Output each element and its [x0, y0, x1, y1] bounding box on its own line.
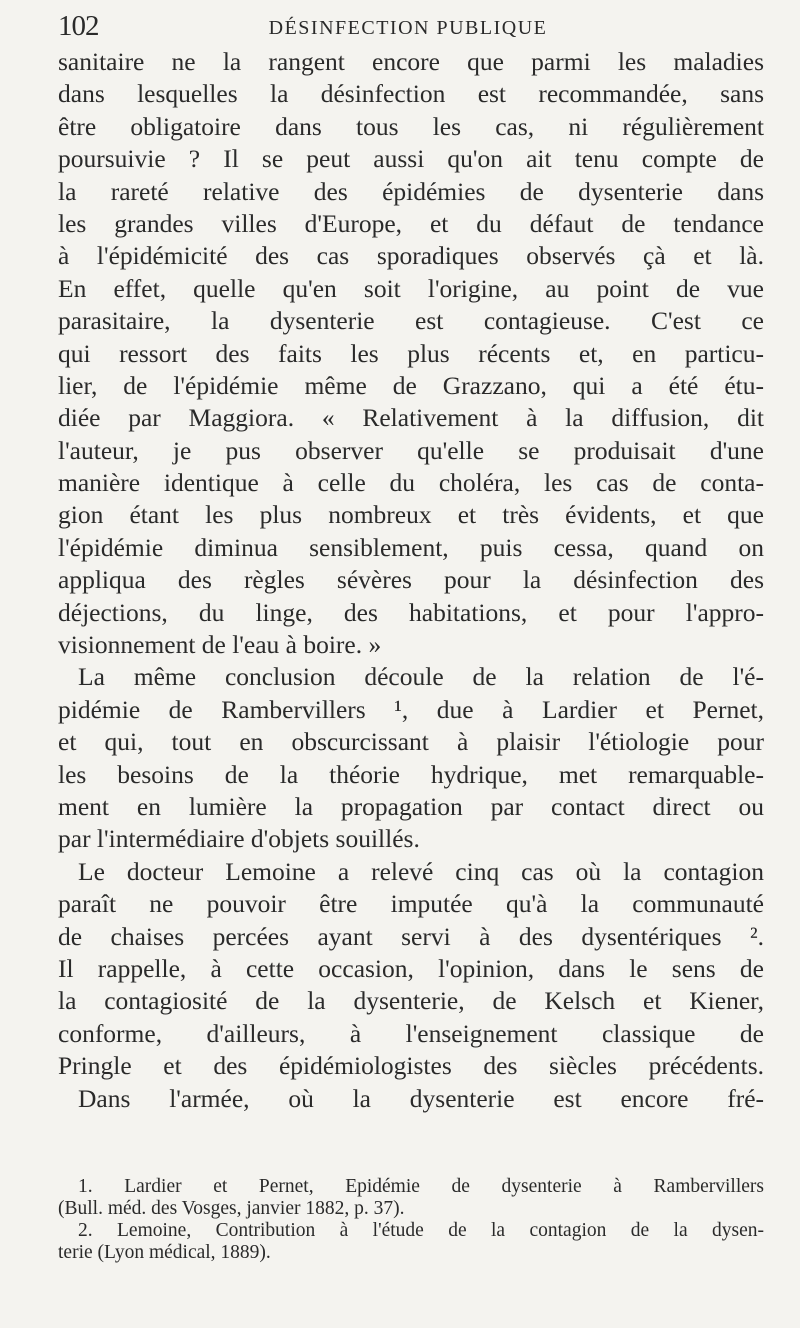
text-line: appliqua des règles sévères pour la désinfection des: [58, 565, 764, 595]
running-head: DÉSINFECTION PUBLIQUE: [268, 17, 548, 39]
text-line: les grandes villes d'Europe, et du défaut de tendance: [58, 208, 764, 238]
footnotes: [58, 1176, 764, 1264]
text-line: conforme, d'ailleurs, à l'enseignement classique de: [58, 1018, 764, 1048]
text-line: et qui, tout en obscurcissant à plaisir l'étiologie pour: [58, 727, 764, 757]
text-line: la contagiosité de la dysenterie, de Kelsch et Kiener,: [58, 986, 764, 1016]
text-line: La même conclusion découle de la relation de l'é-: [78, 662, 764, 692]
text-line: déjections, du linge, des habitations, et pour l'appro-: [58, 597, 764, 627]
text-line: à l'épidémicité des cas sporadiques observés çà et là.: [58, 241, 764, 271]
text-line: l'auteur, je pus observer qu'elle se produisait d'une: [58, 435, 764, 465]
text-line: ment en lumière la propagation par contact direct ou: [58, 791, 764, 821]
text-line: la rareté relative des épidémies de dysenterie dans: [58, 176, 764, 206]
page-number: 102: [58, 10, 99, 42]
text-line: les besoins de la théorie hydrique, met remarquable-: [58, 759, 764, 789]
text-line: de chaises percées ayant servi à des dysentériques ².: [58, 921, 764, 951]
text-line: par l'intermédiaire d'objets souillés.: [58, 824, 420, 854]
text-line: Le docteur Lemoine a relevé cinq cas où la contagion: [78, 856, 764, 886]
page-header: [58, 10, 758, 50]
footnote-line: 1. Lardier et Pernet, Epidémie de dysenterie à Rambervillers: [78, 1176, 764, 1197]
text-line: dans lesquelles la désinfection est recommandée, sans: [58, 79, 764, 109]
text-line: lier, de l'épidémie même de Grazzano, qui a été étu-: [58, 370, 764, 400]
footnote-line: terie (Lyon médical, 1889).: [58, 1242, 271, 1263]
text-line: sanitaire ne la rangent encore que parmi les maladies: [58, 47, 764, 76]
text-line: Dans l'armée, où la dysenterie est encore fré-: [78, 1083, 764, 1113]
text-line: diée par Maggiora. « Relativement à la diffusion, dit: [58, 403, 764, 433]
body-text: [58, 46, 764, 1115]
text-line: En effet, quelle qu'en soit l'origine, au point de vue: [58, 273, 764, 303]
text-line: poursuivie ? Il se peut aussi qu'on ait tenu compte de: [58, 144, 764, 174]
text-line: être obligatoire dans tous les cas, ni régulièrement: [58, 111, 764, 141]
text-line: Il rappelle, à cette occasion, l'opinion, dans le sens de: [58, 953, 764, 983]
text-line: qui ressort des faits les plus récents et, en particu-: [58, 338, 764, 368]
footnote-line: 2. Lemoine, Contribution à l'étude de la contagion de la dysen-: [78, 1220, 764, 1241]
text-line: gion étant les plus nombreux et très évidents, et que: [58, 500, 764, 530]
text-line: paraît ne pouvoir être imputée qu'à la communauté: [58, 889, 764, 919]
text-line: visionnement de l'eau à boire. »: [58, 630, 382, 660]
text-line: parasitaire, la dysenterie est contagieuse. C'est ce: [58, 306, 764, 336]
footnote-line: (Bull. méd. des Vosges, janvier 1882, p. 37).: [58, 1198, 405, 1219]
text-line: Pringle et des épidémiologistes des siècles précédents.: [58, 1051, 764, 1081]
text-line: manière identique à celle du choléra, les cas de conta-: [58, 468, 764, 498]
text-line: l'épidémie diminua sensiblement, puis cessa, quand on: [58, 532, 764, 562]
text-line: pidémie de Rambervillers ¹, due à Lardier et Pernet,: [58, 694, 764, 724]
